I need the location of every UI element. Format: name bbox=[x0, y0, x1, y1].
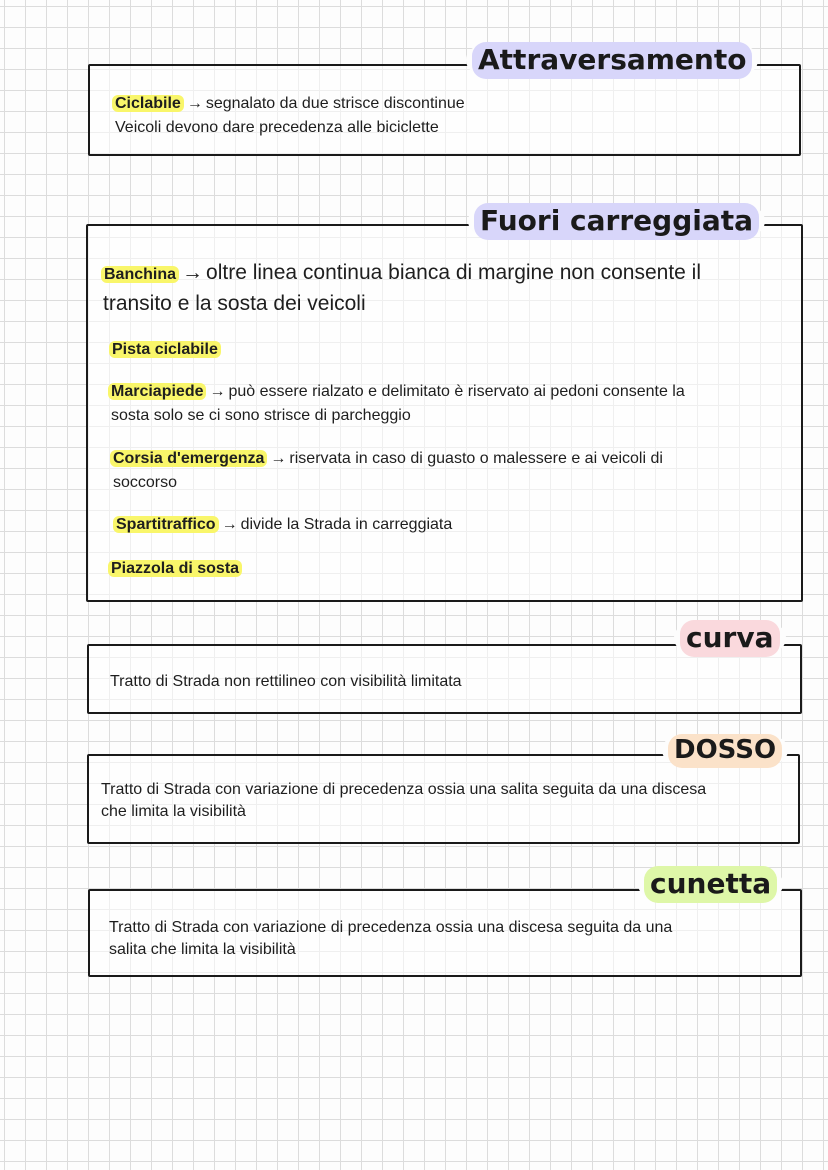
piazzola-term: Piazzola di sosta bbox=[108, 560, 242, 577]
attraversamento-title bbox=[466, 43, 758, 76]
arrow-icon: → bbox=[182, 261, 204, 284]
fuori-carreggiata-title-text: Fuori carreggiata bbox=[474, 203, 759, 240]
spartitraffico-definition: divide la Strada in carreggiata bbox=[240, 516, 453, 533]
corsia-emergenza-line-1 bbox=[110, 447, 663, 470]
marciapiede-term: Marciapiede bbox=[108, 383, 206, 400]
attraversamento-line-1 bbox=[112, 92, 465, 115]
spartitraffico-term: Spartitraffico bbox=[113, 516, 219, 533]
cunetta-title-text: cunetta bbox=[644, 866, 777, 903]
banchina-term: Banchina bbox=[101, 266, 179, 283]
corsia-emergenza-line-2: soccorso bbox=[113, 474, 178, 491]
arrow-icon: → bbox=[186, 95, 203, 112]
piazzola-line bbox=[108, 557, 242, 580]
arrow-icon: → bbox=[221, 516, 238, 533]
marciapiede-line-2: sosta solo se ci sono strisce di parcheggio bbox=[111, 407, 411, 424]
arrow-icon: → bbox=[270, 450, 287, 467]
dosso-title-text: DOSSO bbox=[668, 734, 782, 768]
dosso-line-1: Tratto di Strada con variazione di precedenza ossia una salita seguita da una discesa bbox=[101, 781, 707, 798]
banchina-definition: oltre linea continua bianca di margine non consente il bbox=[206, 261, 702, 284]
spartitraffico-line bbox=[113, 513, 452, 536]
pista-ciclabile-term: Pista ciclabile bbox=[109, 341, 221, 358]
cunetta-title bbox=[638, 867, 783, 900]
curva-title bbox=[674, 621, 786, 654]
banchina-line-1 bbox=[101, 257, 701, 289]
curva-title-text: curva bbox=[680, 620, 780, 657]
ciclabile-definition: segnalato da due strisce discontinue bbox=[205, 95, 465, 112]
cunetta-line-1: Tratto di Strada con variazione di precedenza ossia una discesa seguita da una bbox=[109, 919, 673, 936]
marciapiede-definition: può essere rialzato e delimitato è riservato ai pedoni consente la bbox=[228, 383, 685, 400]
pista-ciclabile-line bbox=[109, 338, 221, 361]
arrow-icon: → bbox=[209, 383, 226, 400]
curva-text: Tratto di Strada non rettilineo con visibilità limitata bbox=[110, 673, 462, 690]
corsia-emergenza-definition: riservata in caso di guasto o malessere e ai veicoli di bbox=[289, 450, 663, 467]
dosso-line-2: che limita la visibilità bbox=[101, 803, 246, 820]
attraversamento-line-2: Veicoli devono dare precedenza alle biciclette bbox=[115, 119, 439, 136]
attraversamento-title-text: Attraversamento bbox=[472, 42, 752, 79]
marciapiede-line-1 bbox=[108, 380, 685, 403]
banchina-line-2: transito e la sosta dei veicoli bbox=[103, 292, 366, 315]
fuori-carreggiata-title bbox=[468, 204, 765, 237]
corsia-emergenza-term: Corsia d'emergenza bbox=[110, 450, 267, 467]
ciclabile-term: Ciclabile bbox=[112, 95, 184, 112]
dosso-title bbox=[662, 737, 788, 763]
cunetta-line-2: salita che limita la visibilità bbox=[109, 941, 296, 958]
